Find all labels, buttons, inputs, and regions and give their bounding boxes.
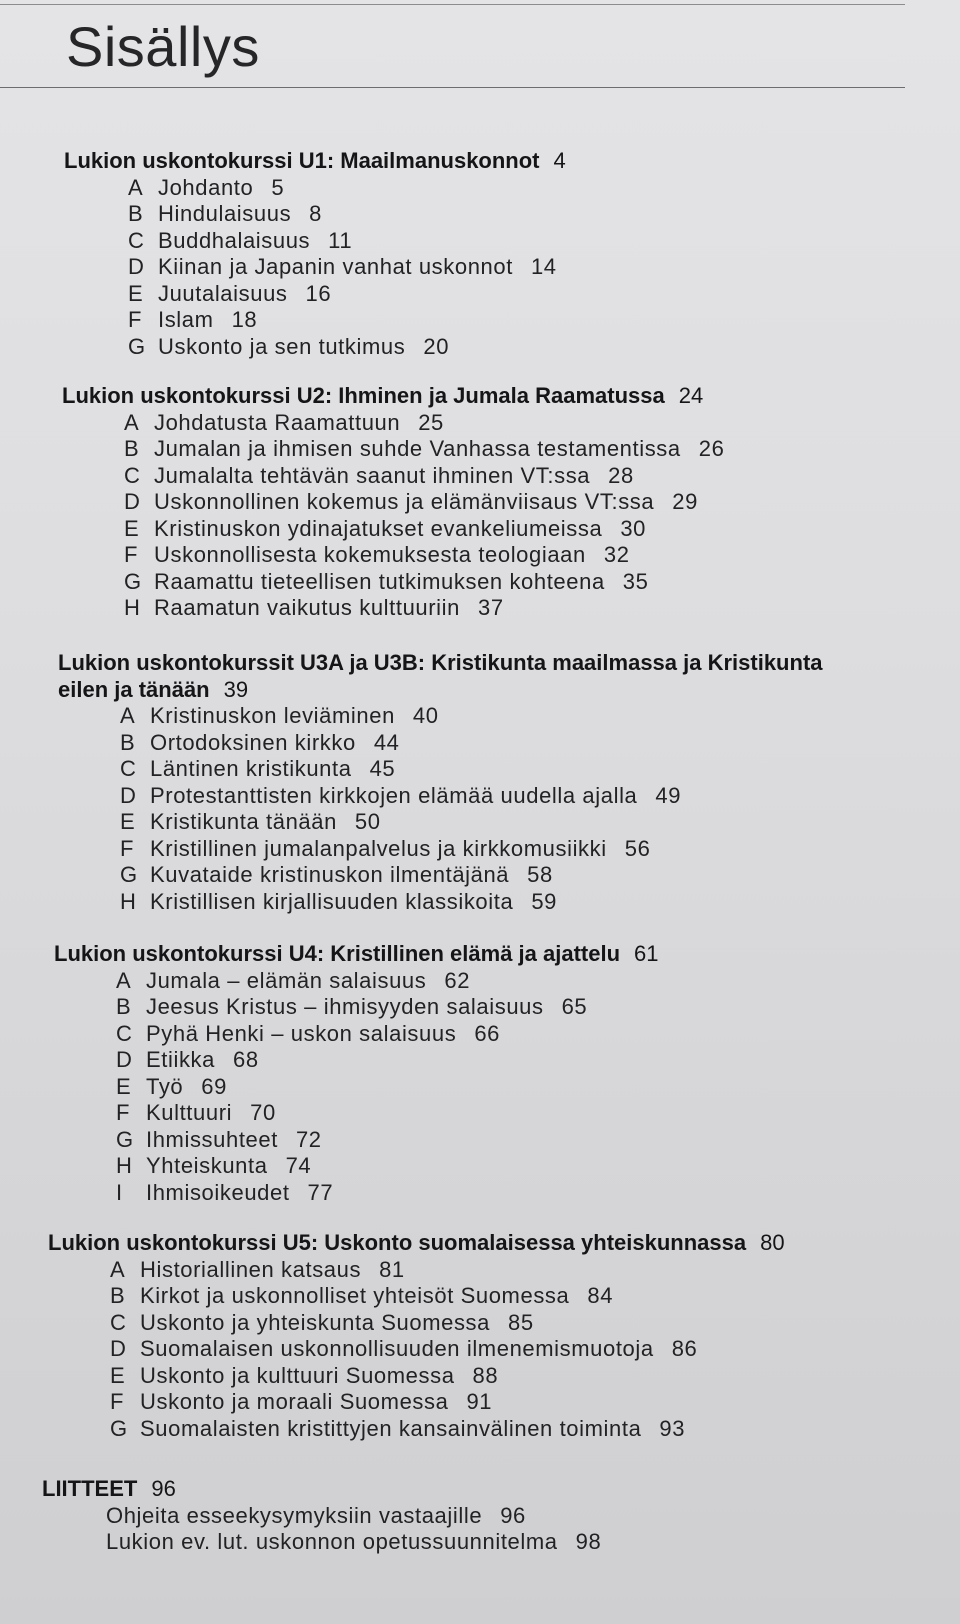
toc-entry [120,836,823,863]
entry-title: Kirkot ja uskonnolliset yhteisöt Suomessa [140,1283,570,1308]
section-page-number: 61 [634,941,659,966]
entry-letter: G [120,862,138,887]
entry-title: Kulttuuri [146,1100,233,1125]
entry-letter: E [116,1073,132,1099]
toc-entry [120,809,823,836]
entry-page-number: 20 [423,333,450,359]
entry-page-number: 68 [233,1047,259,1072]
toc-entry [120,756,823,783]
entry-page-number: 70 [250,1100,276,1125]
toc-entry-list [124,410,724,622]
entry-title: Suomalaisen uskonnollisuuden ilmenemismuotoja [140,1336,654,1361]
entry-letter: D [128,254,145,279]
entry-page-number: 58 [527,862,553,887]
entry-letter: E [128,280,144,306]
toc-entry [120,862,823,889]
toc-entry [128,281,566,308]
toc-entry [116,1180,659,1207]
entry-page-number: 16 [305,280,332,306]
entry-page-number: 98 [575,1529,602,1554]
entry-page-number: 45 [369,756,396,781]
page-title: Sisällys [66,15,260,78]
entry-letter: D [116,1047,133,1072]
entry-page-number: 93 [659,1415,686,1441]
entry-letter: G [110,1415,128,1441]
toc-entry [128,228,566,255]
entry-title: Kiinan ja Japanin vanhat uskonnot [158,254,513,279]
section-heading [48,1230,785,1257]
entry-title: Historiallinen katsaus [140,1256,362,1282]
entry-letter: F [128,307,143,332]
entry-title: Etiikka [146,1047,215,1072]
entry-title: Työ [146,1073,184,1099]
toc-entry [116,1047,659,1074]
entry-title: Hindulaisuus [158,201,292,226]
entry-page-number: 5 [271,174,285,200]
toc-section [58,650,823,915]
toc-entry [110,1363,785,1390]
entry-page-number: 65 [561,994,588,1019]
section-heading-text: Lukion uskontokurssi U2: Ihminen ja Jumala Raamatussa [62,383,665,408]
entry-page-number: 11 [328,227,353,253]
entry-page-number: 37 [478,595,504,620]
section-heading-text: Lukion uskontokurssi U1: Maailmanuskonnot [64,148,540,173]
entry-page-number: 49 [655,782,682,808]
entry-letter: E [120,809,136,834]
entry-page-number: 62 [444,967,471,993]
toc-entry-list [106,1503,601,1556]
entry-page-number: 56 [624,835,651,861]
entry-title: Jumalalta tehtävän saanut ihminen VT:ssa [154,462,591,488]
toc-entry [116,1127,659,1154]
entry-title: Uskonto ja kulttuuri Suomessa [140,1362,455,1388]
toc-entry [124,410,724,437]
toc-entry-list [110,1257,785,1443]
entry-title: Läntinen kristikunta [150,756,352,781]
entry-letter: I [116,1179,123,1205]
toc-entry [120,703,823,730]
entry-title: Raamatun vaikutus kulttuuriin [154,595,460,620]
entry-page-number: 35 [622,568,649,594]
entry-letter: C [120,756,137,781]
entry-title: Kuvataide kristinuskon ilmentäjänä [150,862,510,887]
entry-title: Uskonnollisesta kokemuksesta teologiaan [154,542,586,567]
toc-entry [124,463,724,490]
entry-letter: B [128,201,144,226]
entry-title: Lukion ev. lut. uskonnon opetussuunnitelma [106,1529,558,1554]
entry-page-number: 88 [472,1362,499,1388]
toc-entry [120,730,823,757]
toc-entry [128,307,566,334]
entry-letter: E [124,515,140,541]
entry-letter: G [124,568,142,594]
entry-letter: C [124,462,141,488]
entry-letter: F [116,1100,131,1125]
entry-page-number: 74 [285,1153,312,1178]
section-page-number: 24 [678,383,704,408]
entry-letter: F [120,835,135,861]
entry-title: Johdatusta Raamattuun [154,409,401,435]
entry-letter: B [120,729,136,755]
toc-entry [120,889,823,916]
toc-entry [128,201,566,228]
entry-page-number: 29 [672,489,698,514]
toc-entry [106,1503,601,1530]
entry-title: Johdanto [158,174,254,200]
entry-page-number: 85 [508,1309,534,1335]
entry-title: Suomalaisten kristittyjen kansainvälinen toiminta [140,1415,642,1441]
toc-entry [124,489,724,516]
entry-page-number: 91 [466,1389,493,1414]
toc-entry [116,1100,659,1127]
entry-page-number: 25 [418,409,444,435]
entry-letter: D [110,1336,127,1361]
entry-page-number: 18 [231,307,258,332]
entry-letter: C [116,1020,133,1046]
section-heading-text: Lukion uskontokurssit U3A ja U3B: Kristikunta maailmassa ja Kristikunta [58,650,823,675]
entry-page-number: 59 [531,888,557,914]
toc-entry [116,994,659,1021]
toc-entry [116,1021,659,1048]
entry-letter: H [116,1153,133,1178]
section-heading [64,148,566,175]
entry-title: Ihmissuhteet [146,1126,278,1152]
toc-entry [110,1310,785,1337]
toc-entry [128,254,566,281]
entry-letter: G [116,1126,134,1152]
entry-title: Islam [158,307,214,332]
toc-entry [124,516,724,543]
entry-letter: A [128,174,144,200]
entry-title: Kristikunta tänään [150,809,337,834]
entry-letter: B [124,436,140,461]
toc-entry [116,1074,659,1101]
toc-entry [110,1416,785,1443]
toc-entry [116,968,659,995]
entry-page-number: 40 [412,703,439,728]
toc-section [64,148,566,360]
entry-title: Jeesus Kristus – ihmisyyden salaisuus [146,994,544,1019]
entry-page-number: 30 [620,515,646,541]
toc-section [62,383,724,622]
entry-letter: A [120,703,136,728]
toc-entry [124,436,724,463]
entry-letter: A [124,409,140,435]
section-heading [54,941,659,968]
entry-page-number: 50 [354,809,381,834]
entry-page-number: 44 [373,729,400,755]
section-heading-text: LIITTEET [42,1476,138,1501]
toc-entry [128,334,566,361]
entry-page-number: 77 [307,1179,334,1205]
toc-entry-list [116,968,659,1207]
entry-page-number: 8 [309,201,323,226]
toc-entry-list [128,175,566,361]
entry-page-number: 32 [603,542,630,567]
section-page-number: 80 [760,1230,785,1255]
entry-title: Uskonto ja yhteiskunta Suomessa [140,1309,490,1335]
entry-letter: H [124,595,141,620]
entry-title: Buddhalaisuus [158,227,311,253]
entry-title: Yhteiskunta [146,1153,268,1178]
entry-title: Kristinuskon ydinajatukset evankeliumeissa [154,515,603,541]
toc-entry [116,1153,659,1180]
entry-title: Kristillisen kirjallisuuden klassikoita [150,888,514,914]
toc-entry [110,1336,785,1363]
entry-title: Raamattu tieteellisen tutkimuksen kohteena [154,568,605,594]
toc-entry [110,1283,785,1310]
entry-title: Ortodoksinen kirkko [150,729,356,755]
section-heading [62,383,724,410]
entry-page-number: 72 [295,1126,322,1152]
toc-entry [120,783,823,810]
entry-page-number: 26 [698,436,725,461]
entry-title: Uskonto ja moraali Suomessa [140,1389,449,1414]
entry-title: Jumala – elämän salaisuus [146,967,427,993]
toc-entry [124,595,724,622]
entry-letter: E [110,1362,126,1388]
entry-title: Uskonto ja sen tutkimus [158,333,406,359]
entry-letter: A [110,1256,126,1282]
section-heading-text: Lukion uskontokurssi U4: Kristillinen elämä ja ajattelu [54,941,621,966]
section-heading-text-continued: eilen ja tänään [58,676,210,702]
entry-title: Jumalan ja ihmisen suhde Vanhassa testamentissa [154,436,681,461]
entry-letter: F [110,1389,125,1414]
section-heading [42,1476,601,1503]
entry-letter: B [116,994,132,1019]
entry-title: Protestanttisten kirkkojen elämää uudella ajalla [150,782,638,808]
toc-entry [124,569,724,596]
section-page-number: 4 [553,148,566,173]
entry-title: Kristinuskon leviäminen [150,703,395,728]
entry-page-number: 96 [500,1502,526,1528]
entry-page-number: 66 [474,1020,500,1046]
toc-entry [110,1257,785,1284]
toc-section [48,1230,785,1442]
section-page-number: 96 [151,1476,176,1501]
toc-entry [106,1529,601,1556]
section-heading [58,650,823,703]
entry-letter: H [120,888,137,914]
entry-letter: B [110,1283,126,1308]
entry-letter: A [116,967,132,993]
entry-title: Uskonnollinen kokemus ja elämänviisaus VT:ssa [154,489,655,514]
entry-letter: D [120,782,137,808]
toc-section [42,1476,601,1556]
entry-page-number: 86 [671,1336,698,1361]
entry-title: Pyhä Henki – uskon salaisuus [146,1020,457,1046]
entry-title: Juutalaisuus [158,280,288,306]
entry-letter: G [128,333,146,359]
entry-page-number: 14 [530,254,557,279]
entry-page-number: 28 [608,462,634,488]
entry-letter: C [110,1309,127,1335]
header-rule [0,87,905,88]
entry-letter: F [124,542,139,567]
entry-title: Ohjeita esseekysymyksiin vastaajille [106,1502,483,1528]
top-rule [0,4,905,5]
toc-entry [124,542,724,569]
entry-letter: D [124,489,141,514]
entry-letter: C [128,227,145,253]
entry-page-number: 84 [587,1283,614,1308]
section-heading-text: Lukion uskontokurssi U5: Uskonto suomalaisessa yhteiskunnassa [48,1230,747,1255]
toc-entry [110,1389,785,1416]
entry-title: Kristillinen jumalanpalvelus ja kirkkomusiikki [150,835,607,861]
toc-entry [128,175,566,202]
entry-title: Ihmisoikeudet [146,1179,290,1205]
toc-entry-list [120,703,823,915]
toc-section [54,941,659,1206]
entry-page-number: 81 [379,1256,405,1282]
entry-page-number: 69 [201,1073,227,1099]
section-page-number: 39 [223,676,249,702]
